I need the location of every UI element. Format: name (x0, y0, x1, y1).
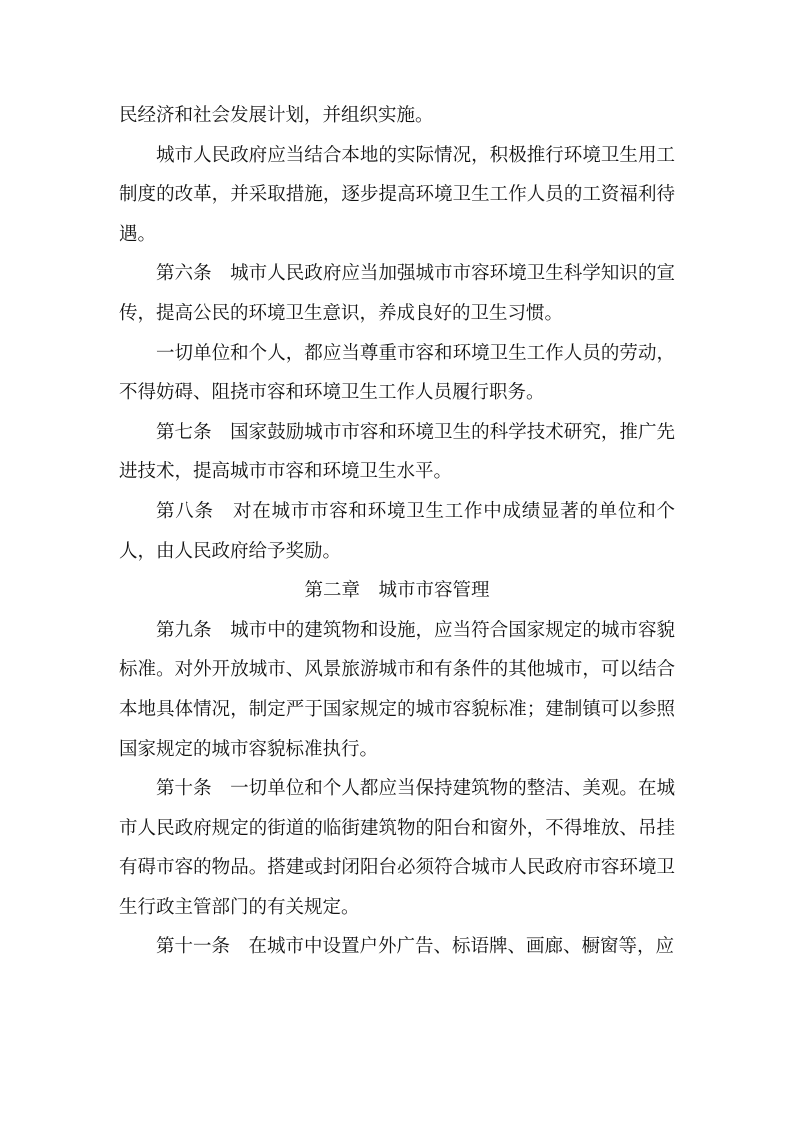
paragraph: 一切单位和个人，都应当尊重市容和环境卫生工作人员的劳动，不得妨碍、阻挠市容和环境卫生工作人员履行职务。 (119, 342, 675, 404)
paragraph: 城市人民政府应当结合本地的实际情况，积极推行环境卫生用工制度的改革，并采取措施，逐步提高环境卫生工作人员的工资福利待遇。 (119, 144, 675, 245)
article-9: 第九条 城市中的建筑物和设施，应当符合国家规定的城市容貌标准。对外开放城市、风景旅游城市和有条件的其他城市，可以结合本地具体情况，制定严于国家规定的城市容貌标准；建制镇可以参照国家规定的城市容貌标准执行。 (119, 619, 675, 760)
paragraph-continuation: 民经济和社会发展计划，并组织实施。 (119, 105, 434, 126)
chapter-heading: 第二章 城市市容管理 (304, 580, 490, 602)
article-11: 第十一条 在城市中设置户外广告、标语牌、画廊、橱窗等，应 (156, 936, 675, 958)
article-6: 第六条 城市人民政府应当加强城市市容环境卫生科学知识的宣传，提高公民的环境卫生意识，养成良好的卫生习惯。 (119, 263, 675, 324)
article-8: 第八条 对在城市市容和环境卫生工作中成绩显著的单位和个人，由人民政府给予奖励。 (119, 500, 675, 562)
article-10: 第十条 一切单位和个人都应当保持建筑物的整洁、美观。在城市人民政府规定的街道的临街建筑物的阳台和窗外，不得堆放、吊挂有碍市容的物品。搭建或封闭阳台必须符合城市人民政府市容环境卫生行政主管部门的有关规定。 (119, 778, 675, 918)
article-7: 第七条 国家鼓励城市市容和环境卫生的科学技术研究，推广先进技术，提高城市市容和环境卫生水平。 (119, 421, 675, 483)
document-body (119, 96, 675, 967)
